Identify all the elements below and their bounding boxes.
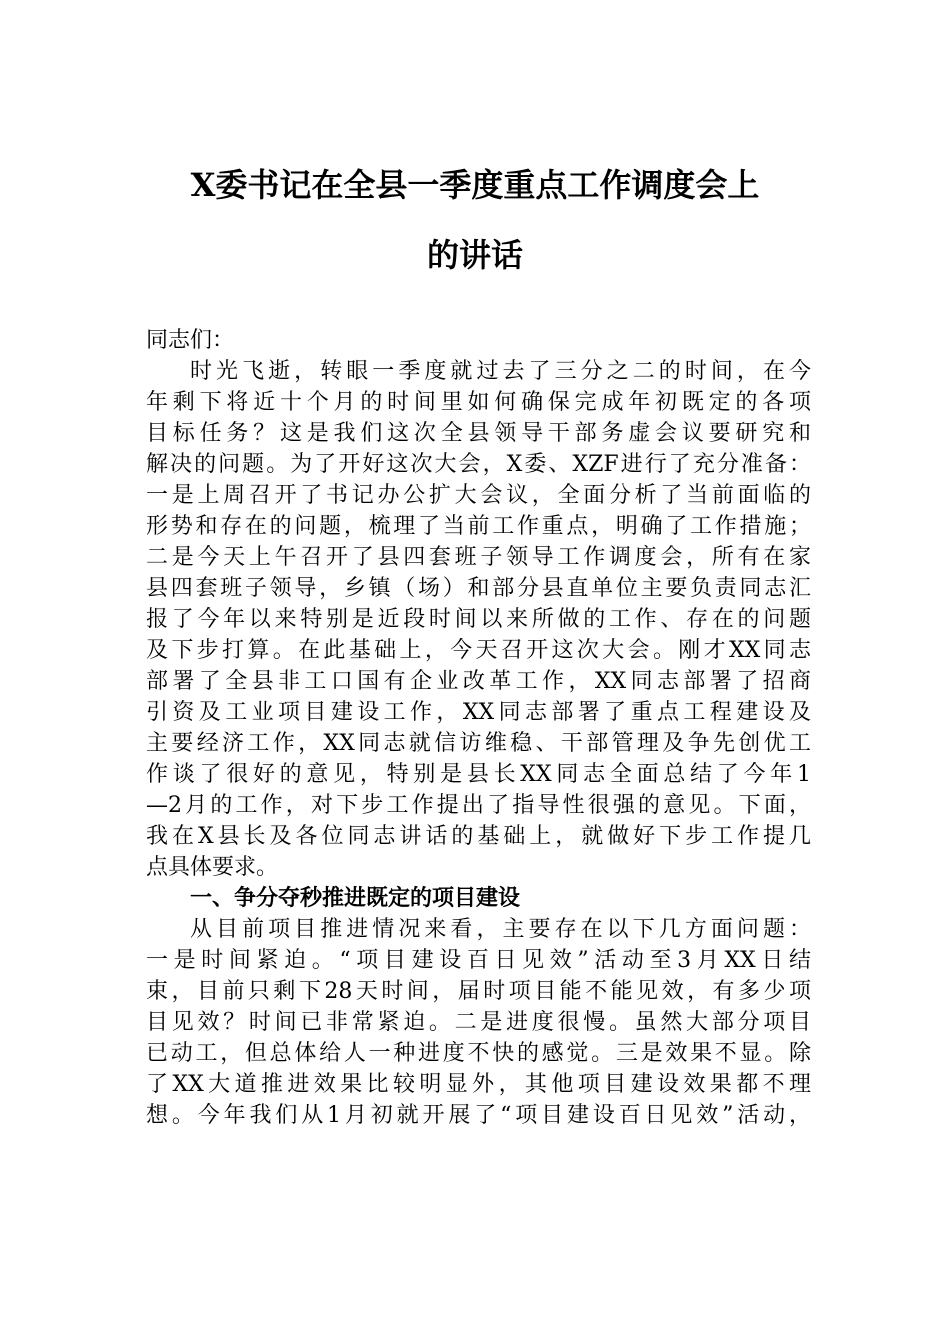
paragraph-line: 解决的问题。为了开好这次大会，X委、XZF进行了充分准备： <box>146 452 811 477</box>
paragraph-line: 主要经济工作，XX同志就信访维稳、干部管理及争先创优工 <box>146 731 811 756</box>
section-heading: 一、争分夺秒推进既定的项目建设 <box>190 885 521 911</box>
paragraph-line: 我在X县长及各位同志讲话的基础上，就做好下步工作提几 <box>146 824 811 849</box>
paragraph-line: 一是时间紧迫。“项目建设百日见效”活动至3月XX日结 <box>146 948 811 973</box>
document-body <box>146 325 811 1131</box>
paragraph-line: 报了今年以来特别是近段时间以来所做的工作、存在的问题 <box>146 607 811 632</box>
paragraph-line: 已动工，但总体给人一种进度不快的感觉。三是效果不显。除 <box>146 1041 811 1066</box>
paragraph-line: 从目前项目推进情况来看，主要存在以下几方面问题： <box>190 917 811 942</box>
paragraph-line: 想。今年我们从1月初就开展了“项目建设百日见效”活动， <box>146 1103 811 1128</box>
paragraph-line: 部署了全县非工口国有企业改革工作，XX同志部署了招商 <box>146 669 811 694</box>
paragraph-line: 县四套班子领导，乡镇（场）和部分县直单位主要负责同志汇 <box>146 576 811 601</box>
paragraph-line: 一是上周召开了书记办公扩大会议，全面分析了当前面临的 <box>146 483 811 508</box>
document-title-line-1: X委书记在全县一季度重点工作调度会上 <box>190 166 760 204</box>
paragraph-line: 形势和存在的问题，梳理了当前工作重点，明确了工作措施； <box>146 514 811 539</box>
paragraph-line: 年剩下将近十个月的时间里如何确保完成年初既定的各项 <box>146 390 811 415</box>
paragraph-line: 及下步打算。在此基础上，今天召开这次大会。刚才XX同志 <box>146 638 811 663</box>
paragraph-line: 引资及工业项目建设工作，XX同志部署了重点工程建设及 <box>146 700 811 725</box>
paragraph-line: 束，目前只剩下28天时间，届时项目能不能见效，有多少项 <box>146 979 811 1004</box>
paragraph-line: 目标任务？这是我们这次全县领导干部务虚会议要研究和 <box>146 421 811 446</box>
paragraph-line: 目见效？时间已非常紧迫。二是进度很慢。虽然大部分项目 <box>146 1010 811 1035</box>
paragraph-line: —2月的工作，对下步工作提出了指导性很强的意见。下面， <box>146 793 811 818</box>
salutation: 同志们： <box>146 328 235 353</box>
paragraph-line: 作谈了很好的意见，特别是县长XX同志全面总结了今年1 <box>146 762 811 787</box>
paragraph-line: 二是今天上午召开了县四套班子领导工作调度会，所有在家 <box>146 545 811 570</box>
paragraph-line: 了XX大道推进效果比较明显外，其他项目建设效果都不理 <box>146 1072 811 1097</box>
paragraph-line: 时光飞逝，转眼一季度就过去了三分之二的时间，在今 <box>190 359 811 384</box>
document-title-line-2: 的讲话 <box>426 236 523 274</box>
paragraph-line: 点具体要求。 <box>146 855 279 880</box>
